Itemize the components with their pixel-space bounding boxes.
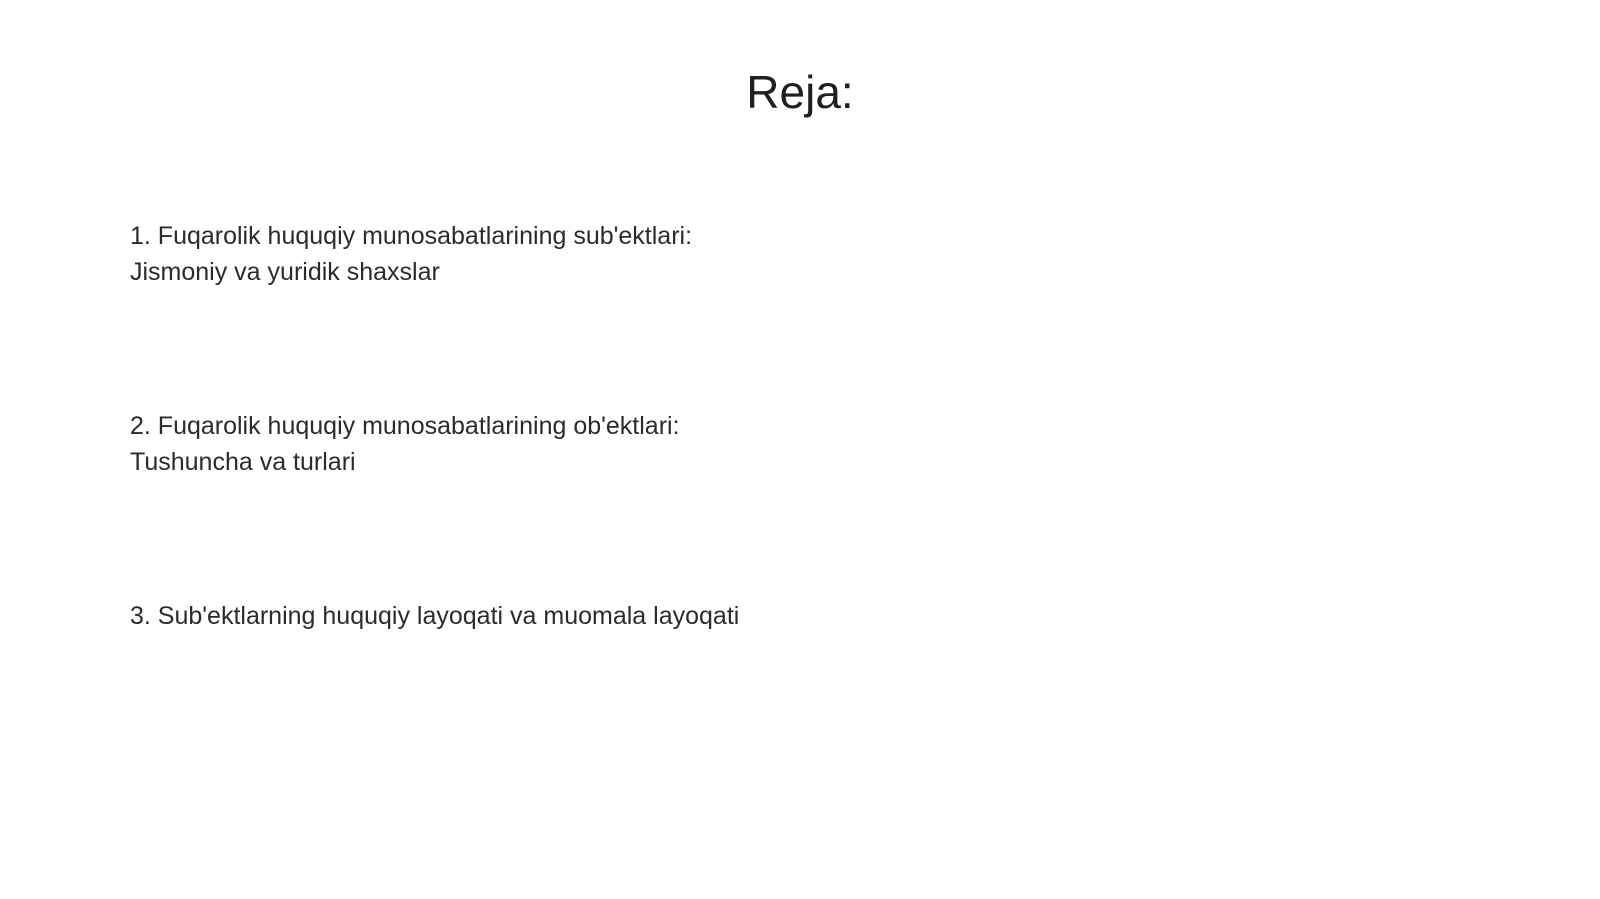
slide-title: Reja: bbox=[746, 66, 854, 118]
plan-item-3-line-1: 3. Sub'ektlarning huquqiy layoqati va muomala layoqati bbox=[130, 602, 740, 630]
plan-item-1-line-1: 1. Fuqarolik huquqiy munosabatlarining sub'ektlari: bbox=[130, 222, 693, 250]
plan-item-2-line-1: 2. Fuqarolik huquqiy munosabatlarining ob'ektlari: bbox=[130, 412, 680, 440]
plan-item-1 bbox=[130, 218, 1030, 290]
plan-item-1-line-2: Jismoniy va yuridik shaxslar bbox=[130, 258, 440, 286]
plan-item-2 bbox=[130, 408, 1030, 480]
plan-item-3 bbox=[130, 598, 1030, 634]
plan-item-2-line-2: Tushuncha va turlari bbox=[130, 448, 356, 476]
